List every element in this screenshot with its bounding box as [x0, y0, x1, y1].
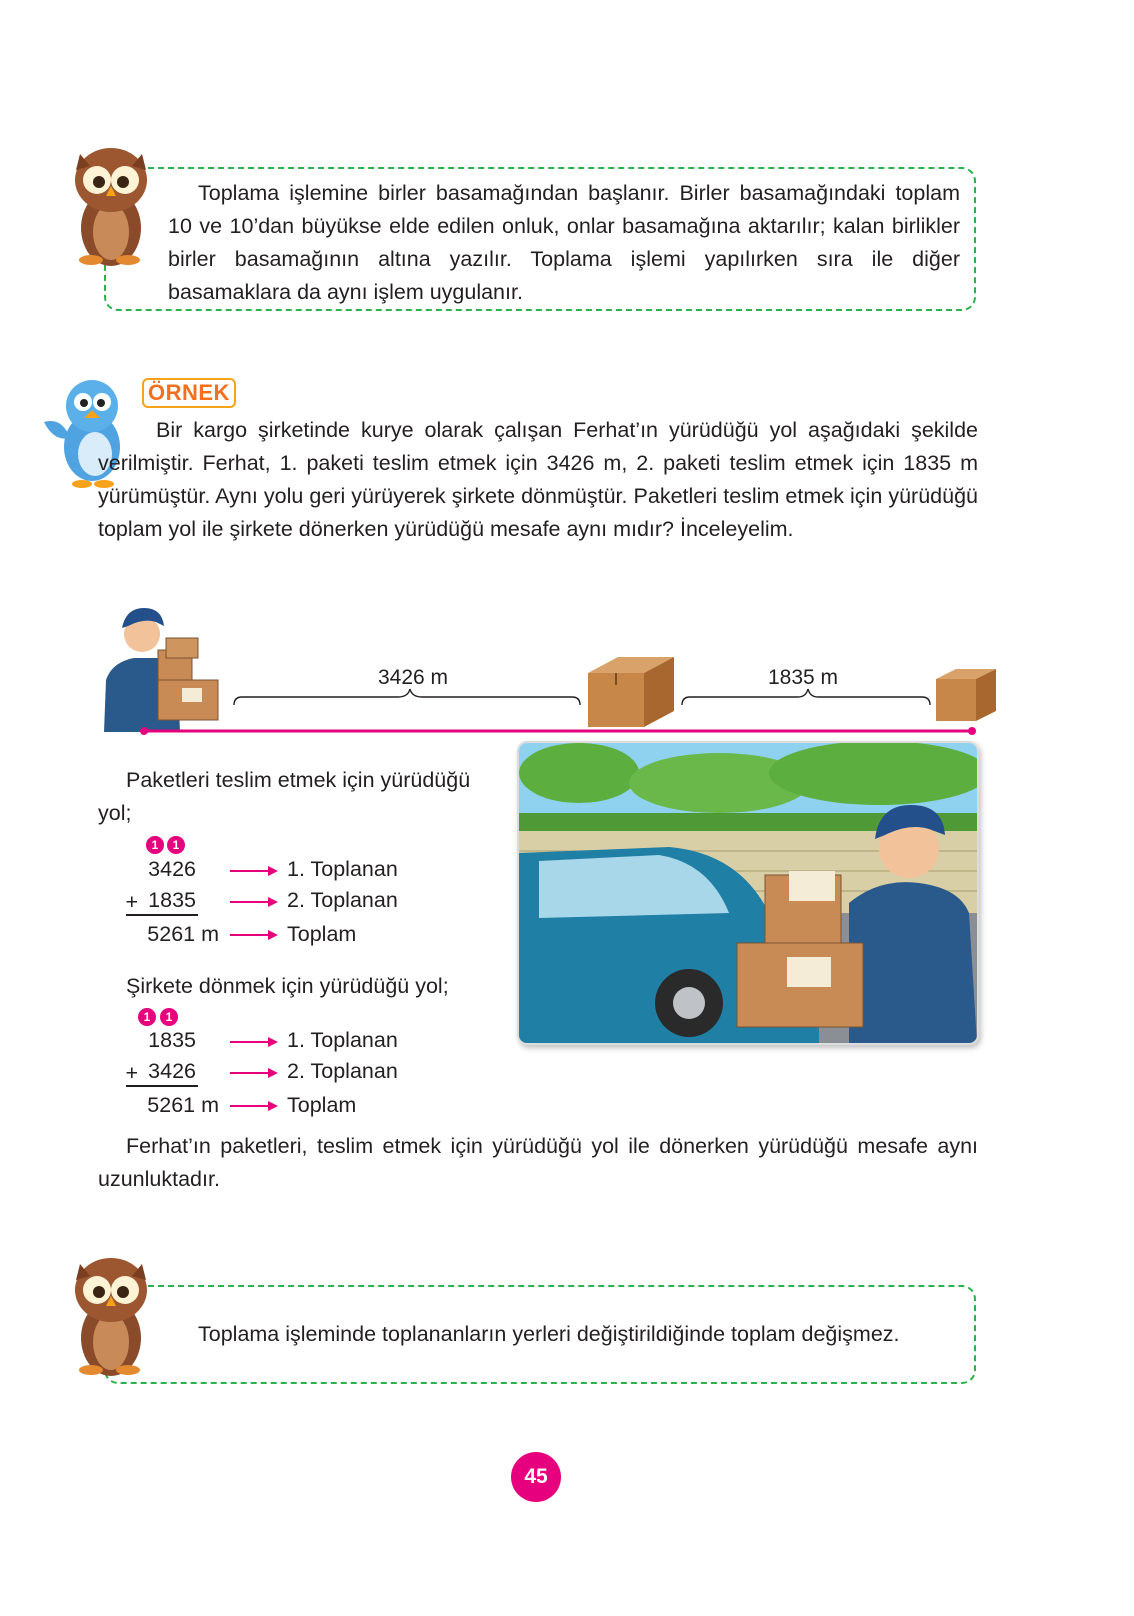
sum-line — [126, 1085, 198, 1087]
owl-mascot-icon — [66, 1250, 156, 1380]
calc-1-intro: Paketleri teslim etmek için yürüdüğü yol; — [98, 768, 471, 825]
arrow-icon — [230, 895, 280, 909]
info-box-bottom-text: Toplama işleminde toplananların yerleri değiştirildiğinde toplam değişmez. — [198, 1322, 900, 1346]
calc-2-label-3: Toplam — [287, 1093, 357, 1117]
sum-line — [126, 914, 198, 916]
calc-1-label-1: 1. Toplanan — [287, 857, 398, 881]
calc-1-label-2: 2. Toplanan — [287, 888, 398, 912]
distance-brace-2 — [682, 689, 930, 705]
carry-mark: 1 — [146, 836, 164, 854]
package-icon-2 — [936, 669, 996, 721]
calc-1-sum: 5261 m — [147, 922, 219, 946]
path-end-dot — [968, 727, 976, 735]
carry-mark: 1 — [167, 836, 185, 854]
calc-1-addend-2: 1835 — [148, 888, 196, 912]
distance-diagram — [130, 655, 1010, 745]
distance-label-2: 1835 m — [768, 666, 839, 689]
calc-2-sum: 5261 m — [147, 1093, 219, 1117]
calc-2-addend-2: 3426 — [148, 1059, 196, 1083]
plus-sign: + — [125, 1061, 138, 1085]
example-paragraph — [98, 414, 978, 546]
carry-mark: 1 — [160, 1008, 178, 1026]
calc-1-addend-1: 3426 — [148, 857, 196, 881]
calc-2-label-1: 1. Toplanan — [287, 1028, 398, 1052]
plus-sign: + — [125, 890, 138, 914]
page-number: 45 — [511, 1452, 561, 1502]
info-box-top-text: Toplama işlemine birler basamağından başlanır. Birler basamağındaki toplam 10 ve 10’dan büyükse elde edilen onluk, onlar basamağına aktarılır; kalan birlikler birler basamağının altına yazılır. Toplama işlemi yapılırken sıra ile diğer basamaklara da aynı işlem uygulanır. — [168, 181, 960, 304]
conclusion-text: Ferhat’ın paketleri, teslim etmek için yürüdüğü yol ile dönerken yürüdüğü mesafe aynı uzunluktadır. — [98, 1134, 978, 1191]
distance-brace-1 — [234, 689, 580, 705]
calc-1-label-3: Toplam — [287, 922, 357, 946]
calc-2-addend-1: 1835 — [148, 1028, 196, 1052]
arrow-icon — [230, 1066, 280, 1080]
calc-2-label-2: 2. Toplanan — [287, 1059, 398, 1083]
arrow-icon — [230, 1035, 280, 1049]
carry-mark: 1 — [138, 1008, 156, 1026]
arrow-icon — [230, 1099, 280, 1113]
package-icon-1 — [588, 657, 674, 727]
example-badge: ÖRNEK — [142, 378, 236, 408]
path-start-dot — [140, 727, 148, 735]
calc-2-intro: Şirkete dönmek için yürüdüğü yol; — [126, 974, 449, 998]
owl-mascot-icon — [66, 140, 156, 270]
courier-illustration — [517, 741, 979, 1045]
arrow-icon — [230, 928, 280, 942]
distance-label-1: 3426 m — [378, 666, 449, 689]
example-paragraph-text: Bir kargo şirketinde kurye olarak çalışan Ferhat’ın yürüdüğü yol aşağıdaki şekilde verilmiştir. Ferhat, 1. paketi teslim etmek için 3426 m, 2. paketi teslim etmek için 1835 m yürümüştür. Aynı yolu geri yürüyerek şirkete dönmüştür. Paketleri teslim etmek için yürüdüğü toplam yol ile şirkete dönerken yürüdüğü mesafe aynı mıdır? İnceleyelim. — [98, 418, 978, 541]
arrow-icon — [230, 864, 280, 878]
